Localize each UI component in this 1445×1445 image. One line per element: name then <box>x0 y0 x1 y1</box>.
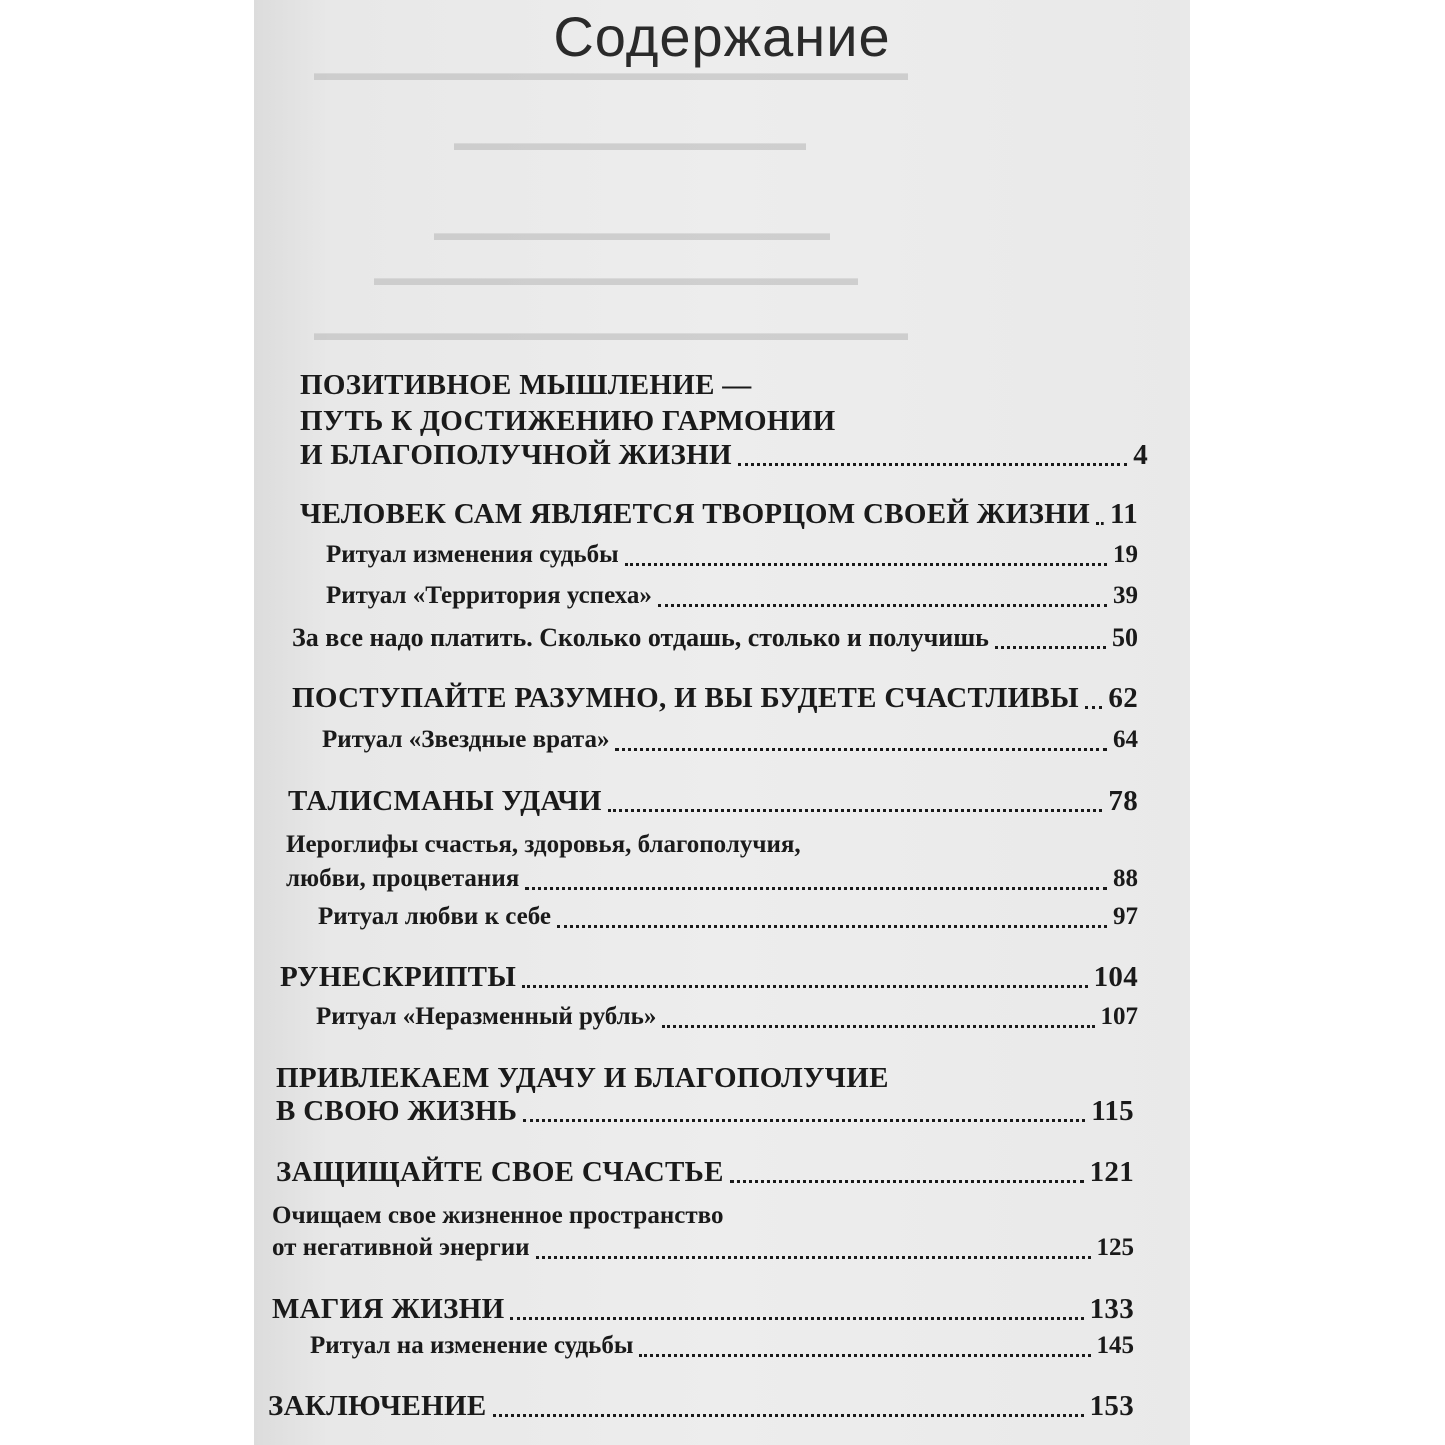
toc-page-number: 133 <box>1089 1293 1134 1325</box>
toc-page-number: 78 <box>1108 785 1138 817</box>
toc-page-number: 19 <box>1113 541 1138 568</box>
book-page <box>254 0 1190 1445</box>
toc-entry-title: И БЛАГОПОЛУЧНОЙ ЖИЗНИ <box>300 439 732 471</box>
dot-leader <box>1096 522 1104 525</box>
toc-entry-title: Ритуал изменения судьбы <box>326 541 619 568</box>
toc-entry-line <box>318 900 1138 934</box>
page-title: Содержание <box>553 5 891 68</box>
toc-entry-title: МАГИЯ ЖИЗНИ <box>272 1293 505 1325</box>
dot-leader <box>557 925 1107 928</box>
bleed-through-texture: ▬▬▬▬▬▬▬▬▬▬▬▬▬▬▬▬▬▬▬▬▬▬▬▬▬▬▬ <box>314 320 908 345</box>
dot-leader <box>658 604 1107 607</box>
toc-entry-title: от негативной энергии <box>272 1234 530 1261</box>
toc-entry-title: ПОСТУПАЙТЕ РАЗУМНО, И ВЫ БУДЕТЕ СЧАСТЛИВЫ <box>292 682 1079 714</box>
toc-entry-title: ЗАЩИЩАЙТЕ СВОЕ СЧАСТЬЕ <box>276 1156 724 1188</box>
toc-entry-title: Очищаем свое жизненное пространство <box>272 1202 724 1229</box>
toc-page-number: 145 <box>1096 1332 1134 1359</box>
dot-leader <box>525 887 1107 890</box>
toc-entry-title: Ритуал на изменение судьбы <box>310 1332 634 1359</box>
toc-page-number: 115 <box>1091 1095 1134 1127</box>
toc-entry-title: Ритуал «Звездные врата» <box>322 726 610 753</box>
toc-entry-line <box>300 368 752 402</box>
toc-entry-title: ПОЗИТИВНОЕ МЫШЛЕНИЕ — <box>300 369 752 401</box>
dot-leader <box>493 1414 1084 1417</box>
table-of-contents <box>254 0 1190 1445</box>
toc-page-number: 39 <box>1113 582 1138 609</box>
toc-entry-title: Иероглифы счастья, здоровья, благополучия, <box>286 831 801 858</box>
toc-entry-line <box>322 723 1138 757</box>
toc-page-number: 11 <box>1110 498 1138 530</box>
toc-entry-line <box>292 621 1138 655</box>
dot-leader <box>523 1119 1085 1122</box>
dot-leader <box>608 809 1103 812</box>
toc-entry-line <box>300 497 1138 531</box>
toc-entry-line <box>276 1094 1134 1128</box>
bleed-through-texture: ▬▬▬▬▬▬▬▬▬▬▬▬▬▬▬▬▬▬▬▬▬▬ <box>374 265 858 290</box>
dot-leader <box>738 463 1127 466</box>
toc-page-number: 88 <box>1113 865 1138 892</box>
toc-entry-title: Ритуал «Территория успеха» <box>326 582 652 609</box>
toc-entry-title: В СВОЮ ЖИЗНЬ <box>276 1095 518 1127</box>
toc-entry-line <box>300 404 835 438</box>
toc-entry-title: ПУТЬ К ДОСТИЖЕНИЮ ГАРМОНИИ <box>300 405 836 437</box>
toc-entry-title: любви, процветания <box>286 865 520 892</box>
toc-page-number: 125 <box>1096 1234 1134 1261</box>
toc-page-number: 4 <box>1133 439 1148 471</box>
toc-entry-title: ЧЕЛОВЕК САМ ЯВЛЯЕТСЯ ТВОРЦОМ СВОЕЙ ЖИЗНИ <box>300 498 1090 530</box>
toc-entry-line <box>310 1329 1134 1363</box>
bleed-through-texture: ▬▬▬▬▬▬▬▬▬▬▬▬▬▬▬▬ <box>454 130 806 155</box>
dot-leader <box>995 646 1106 649</box>
toc-page-number: 62 <box>1108 682 1138 714</box>
dot-leader <box>536 1256 1091 1259</box>
toc-entry-title: Ритуал «Неразменный рубль» <box>316 1003 657 1030</box>
toc-entry-line <box>276 1061 889 1095</box>
toc-entry-title: ПРИВЛЕКАЕМ УДАЧУ И БЛАГОПОЛУЧИЕ <box>276 1062 889 1094</box>
dot-leader <box>730 1180 1084 1183</box>
toc-entry-line <box>268 1389 1134 1423</box>
toc-entry-line <box>272 1231 1134 1265</box>
toc-page-number: 121 <box>1089 1156 1134 1188</box>
dot-leader <box>639 1354 1090 1357</box>
toc-entry-title: ЗАКЛЮЧЕНИЕ <box>268 1390 487 1422</box>
bleed-through-texture: ▬▬▬▬▬▬▬▬▬▬▬▬▬▬▬▬▬▬▬▬▬▬▬▬▬▬▬ <box>314 60 908 85</box>
toc-page-number: 64 <box>1113 726 1138 753</box>
toc-entry-title: Ритуал любви к себе <box>318 903 551 930</box>
dot-leader <box>510 1317 1083 1320</box>
toc-entry-title: ТАЛИСМАНЫ УДАЧИ <box>288 785 602 817</box>
toc-page-number: 153 <box>1089 1390 1134 1422</box>
toc-entry-line <box>288 784 1138 818</box>
toc-entry-line <box>292 681 1138 715</box>
toc-page-number: 50 <box>1112 623 1138 652</box>
dot-leader <box>1085 706 1103 709</box>
bleed-through-texture: ▬▬▬▬▬▬▬▬▬▬▬▬▬▬▬▬▬▬ <box>434 220 830 245</box>
toc-page-number: 97 <box>1113 903 1138 930</box>
toc-entry-line <box>280 960 1138 994</box>
toc-page-number: 104 <box>1093 961 1138 993</box>
toc-entry-line <box>276 1155 1134 1189</box>
toc-entry-line <box>300 438 1148 472</box>
toc-entry-line <box>316 1000 1138 1034</box>
toc-entry-line <box>286 862 1138 896</box>
toc-entry-line <box>326 579 1138 613</box>
dot-leader <box>615 748 1107 751</box>
dot-leader <box>522 985 1088 988</box>
toc-entry-title: РУНЕСКРИПТЫ <box>280 961 517 993</box>
dot-leader <box>625 563 1107 566</box>
toc-page-number: 107 <box>1100 1003 1138 1030</box>
dot-leader <box>662 1025 1094 1028</box>
toc-entry-line <box>272 1199 723 1233</box>
toc-entry-line <box>326 538 1138 572</box>
toc-entry-line <box>286 828 801 862</box>
toc-entry-title: За все надо платить. Сколько отдашь, столько и получишь <box>292 623 989 652</box>
toc-entry-line <box>272 1292 1134 1326</box>
